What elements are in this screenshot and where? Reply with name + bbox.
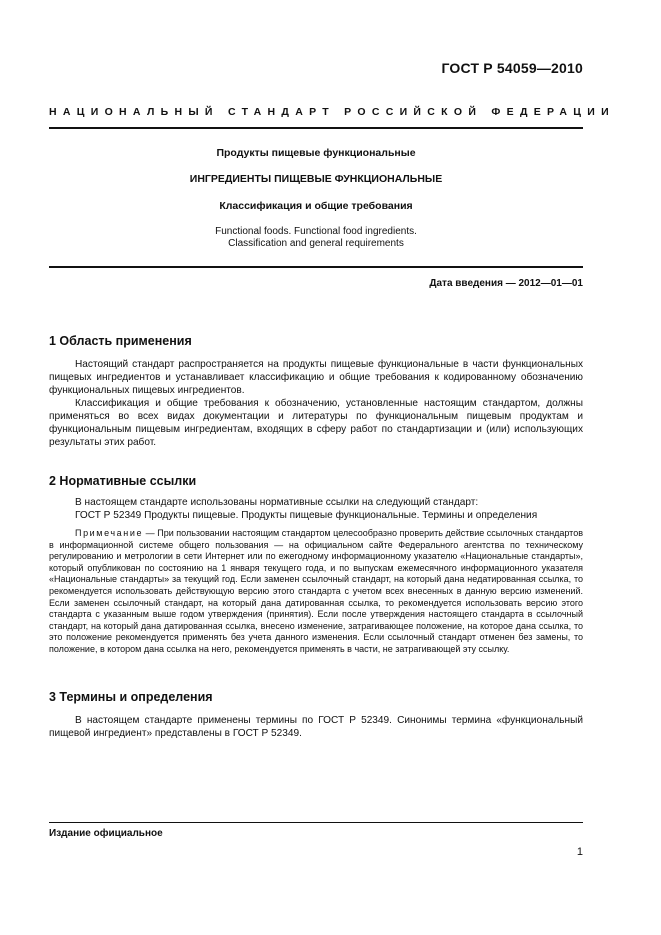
section-2-paragraph-1: В настоящем стандарте использованы нормативные ссылки на следующий стандарт:: [75, 497, 479, 508]
title-divider: [49, 266, 583, 268]
official-edition-label: Издание официальное: [49, 828, 163, 839]
national-standard-banner: НАЦИОНАЛЬНЫЙ СТАНДАРТ РОССИЙСКОЙ ФЕДЕРАЦИИ: [49, 106, 615, 118]
title-line-3: Классификация и общие требования: [219, 200, 413, 212]
document-number: ГОСТ Р 54059—2010: [441, 60, 583, 76]
section-1-heading: 1 Область применения: [49, 334, 192, 348]
title-line-1: Продукты пищевые функциональные: [216, 147, 416, 159]
section-3-body: [49, 714, 583, 740]
section-3-heading: 3 Термины и определения: [49, 690, 213, 704]
section-2-note: [49, 528, 583, 656]
note-label: Примечание: [75, 528, 144, 538]
top-divider: [49, 127, 583, 129]
title-line-2: ИНГРЕДИЕНТЫ ПИЩЕВЫЕ ФУНКЦИОНАЛЬНЫЕ: [189, 173, 443, 185]
english-title: [49, 226, 583, 250]
section-2-heading: 2 Нормативные ссылки: [49, 474, 197, 488]
introduction-date: Дата введения — 2012—01—01: [429, 278, 583, 289]
section-2-body: [49, 496, 583, 522]
section-2-reference: ГОСТ Р 52349 Продукты пищевые. Продукты пищевые функциональные. Термины и определения: [75, 510, 538, 521]
english-title-line-2: Classification and general requirements: [228, 238, 404, 249]
english-title-line-1: Functional foods. Functional food ingredients.: [215, 226, 417, 237]
footer-divider: [49, 822, 583, 823]
section-1-paragraph-2: Классификация и общие требования к обозначению, установленные настоящим стандартом, должны применяться во всех видах документации и литературы по функциональным пищевым продуктам и функциональным пищевым ингредиентам, входящих в сферу работ по стандартизации и (или) использующих результаты этих работ.: [49, 398, 583, 448]
page-number: 1: [576, 846, 583, 858]
section-1-paragraph-1: Настоящий стандарт распространяется на продукты пищевые функциональные в части функциональных пищевых ингредиентов и устанавливает классификацию и общие требования к кодированному обозначению функциональных пищевых ингредиентов.: [49, 359, 583, 396]
section-3-paragraph-1: В настоящем стандарте применены термины по ГОСТ Р 52349. Синонимы термина «функциональный пищевой ингредиент» представлены в ГОСТ Р 52349.: [49, 715, 583, 739]
section-1-body: [49, 358, 583, 449]
note-text: — При пользовании настоящим стандартом целесообразно проверить действие ссылочных стандартов в информационной системе общего пользования — на официальном сайте Федерального агентства по техническому регулированию и метрологии в сети Интернет или по ежегодному информационному указателю «Национальные стандарты», который опубликован по состоянию на 1 января текущего года, и по выпускам ежемесячного информационного указателя «Национальные стандарты» за текущий год. Если заменен ссылочный стандарт, на который дана недатированная ссылка, то рекомендуется использовать действующую версию этого стандарта с учетом всех внесенных в данную версию изменений. Если заменен ссылочный стандарт, на который дана датированная ссылка, то рекомендуется использовать версию этого стандарта с указанным выше годом утверждения (принятия). Если после утверждения настоящего стандарта в ссылочный стандарт, на который дана датированная ссылка, внесено изменение, затрагивающее положение, на которое дана ссылка, то это положение рекомендуется применять без учета данного изменения. Если ссылочный стандарт отменен без замены, то положение, в котором дана ссылка на него, рекомендуется применять в части, не затрагивающей эту ссылку.: [49, 528, 583, 654]
